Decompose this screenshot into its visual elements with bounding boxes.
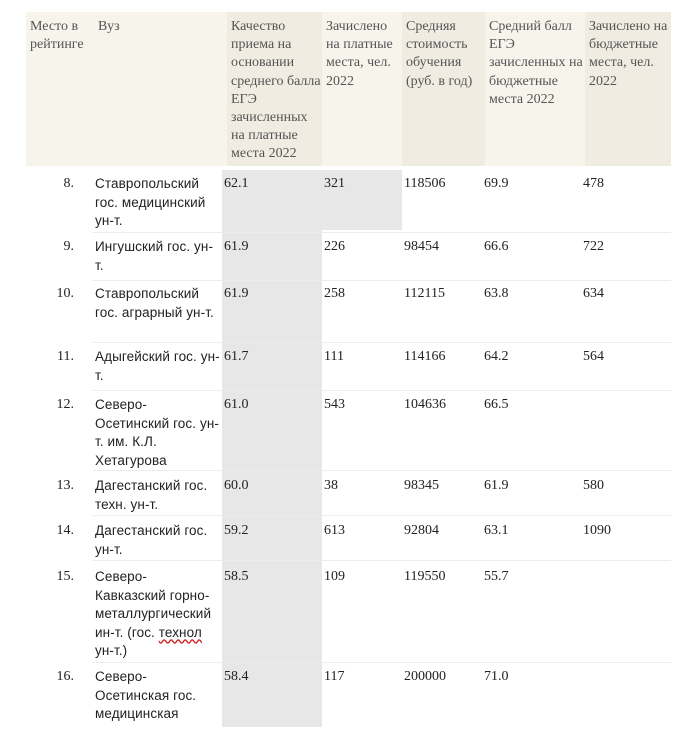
rank-cell: 9. bbox=[63, 239, 74, 254]
rank-cell: 13. bbox=[56, 478, 74, 493]
avg-score-cell: 63.8 bbox=[484, 286, 509, 301]
avg-cost-cell: 118506 bbox=[404, 176, 446, 191]
enrolled-budget-cell: 1090 bbox=[583, 523, 611, 538]
enrolled-budget-cell: 564 bbox=[583, 349, 604, 364]
enrolled-budget-cell: 634 bbox=[583, 286, 604, 301]
header-rank: Место в рейтинге bbox=[30, 19, 84, 53]
row-separator bbox=[93, 280, 671, 281]
university-name-line: металлургический bbox=[95, 606, 212, 621]
avg-cost-cell: 119550 bbox=[404, 569, 446, 584]
university-cell: Ставропольский гос. аграрный ун-т. bbox=[95, 286, 214, 320]
rank-cell: 14. bbox=[56, 523, 74, 538]
enrolled-paid-cell: 226 bbox=[324, 239, 345, 254]
rank-cell: 12. bbox=[56, 397, 74, 412]
rank-cell: 10. bbox=[56, 286, 74, 301]
enrolled-paid-cell: 111 bbox=[324, 349, 344, 364]
enrolled-paid-cell: 38 bbox=[324, 478, 338, 493]
avg-score-cell: 69.9 bbox=[484, 176, 509, 191]
header-enrolled-paid: Зачислено на платные места, чел. 2022 bbox=[326, 19, 393, 89]
row-separator bbox=[93, 232, 671, 233]
quality-cell: 61.7 bbox=[224, 349, 249, 364]
quality-cell: 61.0 bbox=[224, 397, 249, 412]
university-name-line: ин-т. (гос. bbox=[95, 624, 159, 640]
university-name-line: Северо- bbox=[95, 569, 147, 584]
university-cell: Северо-Осетинская гос. медицинская bbox=[95, 669, 197, 721]
avg-score-cell: 61.9 bbox=[484, 478, 509, 493]
avg-score-cell: 66.6 bbox=[484, 239, 509, 254]
row-separator bbox=[93, 662, 671, 663]
enrolled-budget-cell: 478 bbox=[583, 176, 604, 191]
header-quality-paid: Качество приема на основании среднего балла ЕГЭ зачисленных на платные места 2022 bbox=[227, 12, 322, 166]
avg-cost-cell: 104636 bbox=[404, 397, 446, 412]
university-cell: Ставропольский гос. медицинский ун-т. bbox=[95, 176, 206, 228]
enrolled-paid-cell: 258 bbox=[324, 286, 345, 301]
avg-cost-cell: 200000 bbox=[404, 669, 446, 684]
rank-cell: 15. bbox=[56, 569, 74, 584]
header-avg-cost: Средняя стоимость обучения (руб. в год) bbox=[402, 12, 485, 166]
university-cell bbox=[95, 568, 223, 661]
quality-cell: 58.4 bbox=[224, 669, 249, 684]
avg-score-cell: 71.0 bbox=[484, 669, 509, 684]
avg-score-cell: 64.2 bbox=[484, 349, 509, 364]
quality-cell: 62.1 bbox=[224, 176, 249, 191]
avg-score-cell: 66.5 bbox=[484, 397, 509, 412]
rank-cell: 16. bbox=[56, 669, 74, 684]
header-university: Вуз bbox=[98, 19, 120, 34]
university-name-line: ун-т.) bbox=[95, 643, 128, 658]
row-separator bbox=[93, 342, 671, 343]
university-cell: Дагестанский гос. ун-т. bbox=[95, 523, 208, 557]
avg-cost-cell: 114166 bbox=[404, 349, 446, 364]
university-cell: Северо-Осетинский гос. ун-т. им. К.Л. Хетагурова bbox=[95, 397, 219, 468]
enrolled-paid-cell: 109 bbox=[324, 569, 345, 584]
avg-cost-cell: 112115 bbox=[404, 286, 445, 301]
university-cell: Дагестанский гос. техн. ун-т. bbox=[95, 478, 208, 512]
row-separator bbox=[93, 560, 671, 561]
enrolled-paid-cell: 543 bbox=[324, 397, 345, 412]
spellcheck-underlined-word: технол bbox=[158, 624, 202, 640]
row-separator bbox=[93, 515, 671, 516]
avg-cost-cell: 98454 bbox=[404, 239, 439, 254]
enrolled-budget-cell: 722 bbox=[583, 239, 604, 254]
avg-cost-cell: 98345 bbox=[404, 478, 439, 493]
avg-cost-cell: 92804 bbox=[404, 523, 439, 538]
university-name-line: Кавказский горно- bbox=[95, 587, 210, 603]
header-enrolled-budget: Зачислено на бюджетные места, чел. 2022 bbox=[585, 12, 671, 166]
rank-cell: 11. bbox=[57, 349, 74, 364]
university-cell: Ингушский гос. ун-т. bbox=[95, 239, 214, 273]
quality-cell: 59.2 bbox=[224, 523, 249, 538]
rank-cell: 8. bbox=[63, 176, 74, 191]
university-cell: Адыгейский гос. ун-т. bbox=[95, 349, 220, 383]
avg-score-cell: 63.1 bbox=[484, 523, 509, 538]
enrolled-paid-cell: 117 bbox=[324, 669, 345, 684]
quality-cell: 60.0 bbox=[224, 478, 249, 493]
header-avg-score-budget: Средний балл ЕГЭ зачисленных на бюджетные места 2022 bbox=[489, 19, 583, 107]
row-separator bbox=[93, 470, 671, 471]
enrolled-paid-cell: 613 bbox=[324, 523, 345, 538]
enrolled-budget-cell: 580 bbox=[583, 478, 604, 493]
quality-cell: 58.5 bbox=[224, 569, 249, 584]
quality-cell: 61.9 bbox=[224, 286, 249, 301]
quality-cell: 61.9 bbox=[224, 239, 249, 254]
row-separator bbox=[93, 390, 671, 391]
avg-score-cell: 55.7 bbox=[484, 569, 509, 584]
enrolled-paid-cell: 321 bbox=[324, 176, 345, 191]
table-header bbox=[26, 12, 671, 166]
